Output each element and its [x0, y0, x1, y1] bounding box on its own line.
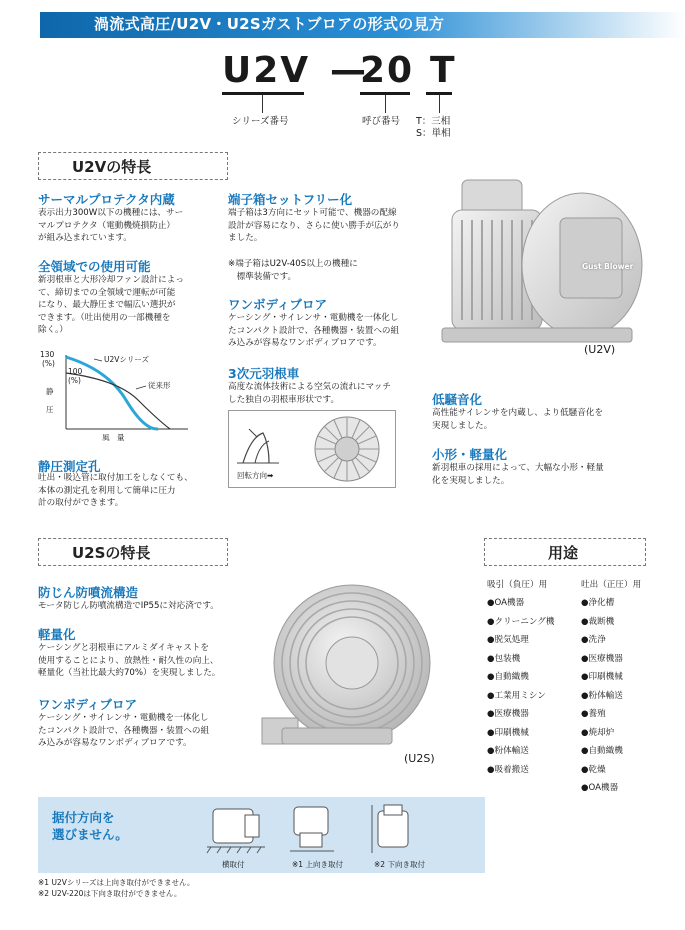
list-item: ●粉体輸送 [581, 690, 623, 701]
u2v-product-image [432, 170, 652, 360]
list-item: ●包装機 [487, 653, 521, 664]
size-leader [385, 95, 386, 113]
feature-body-thermal: 表示出力300W以下の機種には、サー マルプロテクタ（電動機焼損防止） が組み込まれています。 [38, 208, 184, 243]
list-item: ●印刷機械 [487, 727, 529, 738]
feature-body-3d-impeller: 高度な流体技術による空気の流れにマッチ した独自の羽根車形状です。 [228, 382, 391, 405]
feature-title-compact: 小形・軽量化 [432, 447, 508, 462]
legend-leader-old [136, 386, 146, 389]
feature-title-terminal-box: 端子箱セットフリー化 [228, 192, 353, 207]
footnote-1: ※1 U2Vシリーズは上向き取付ができません。 [38, 878, 195, 887]
feature-title-thermal: サーマルプロテクタ内蔵 [38, 192, 175, 207]
feature-body-dustproof: モータ防じん防噴流構造でIP55に対応済です。 [38, 601, 219, 611]
list-item: ●医療機器 [487, 709, 529, 719]
feature-body-test-port: 吐出・吸込管に取付加工をしなくても、 本体の測定孔を利用して簡単に圧力 計の取付ができます。 [38, 473, 193, 508]
mount-label-upward: ※1 上向き取付 [292, 860, 343, 869]
blower-badge: Gust Blower [582, 262, 634, 271]
chart-legend-old: 従来形 [148, 381, 171, 390]
feature-title-test-port: 静圧測定孔 [38, 459, 101, 474]
chart-y-top-unit: (%) [42, 359, 55, 368]
uses-discharge-list [581, 594, 623, 798]
phase-leader [439, 95, 440, 113]
mount-label-horizontal: 横取付 [222, 860, 245, 869]
terminal-box-note: ※端子箱はU2V-40S以上の機種に 標準装備です。 [228, 259, 358, 282]
list-item: ●自動織機 [581, 746, 623, 756]
chart-legend-u2v: U2Vシリーズ [104, 355, 150, 364]
list-item: ●印刷機械 [581, 672, 623, 682]
u2s-photo-label: (U2S) [404, 752, 435, 765]
phase-t-label: T：三相 [416, 116, 451, 127]
list-item: ●脱気処理 [487, 635, 529, 645]
page-title: 渦流式高圧/U2V・U2Sガストブロアの形式の見方 [94, 15, 445, 33]
chart-y-mid: 100 [68, 367, 83, 376]
list-item: ●洗浄 [581, 635, 606, 645]
u2v-photo-label: (U2V) [584, 343, 616, 356]
feature-title-all-range: 全領域での使用可能 [38, 259, 151, 274]
list-item: ●吸着搬送 [487, 764, 529, 775]
chart-y-label-2: 圧 [46, 405, 54, 414]
list-item: ●乾燥 [581, 764, 606, 775]
feature-title-lightweight: 軽量化 [38, 627, 76, 642]
size-label: 呼び番号 [362, 116, 401, 127]
feature-body-all-range: 新羽根車と大形冷却ファン設計によっ て、締切までの全領域で運転が可能 になり、最大静圧まで幅広い選択が できます。（吐出使用の一部機種を 除く。） [38, 275, 184, 335]
feature-title-one-body-u2s: ワンボディブロア [38, 697, 138, 712]
feature-title-low-noise: 低騒音化 [432, 392, 483, 407]
chart-x-label: 風 量 [102, 433, 125, 442]
series-leader [262, 95, 263, 113]
rotation-label: 回転方向➡ [237, 471, 274, 480]
uses-suction-list [487, 594, 554, 779]
model-phase-code: T [430, 50, 457, 91]
legend-leader-u2v [94, 359, 102, 361]
uses-suction-heading: 吸引（負圧）用 [487, 580, 548, 590]
list-item: ●自動織機 [487, 672, 529, 682]
model-size-code: 20 [360, 50, 415, 91]
list-item: ●OA機器 [581, 783, 619, 793]
feature-title-dustproof: 防じん防噴流構造 [38, 585, 139, 600]
u2s-section-title: U2Sの特長 [72, 544, 151, 562]
list-item: ●医療機器 [581, 653, 623, 664]
model-dash: — [330, 50, 368, 91]
list-item: ●クリーニング機 [487, 616, 555, 627]
impeller-illustration [228, 410, 396, 488]
feature-body-low-noise: 高性能サイレンサを内蔵し、より低騒音化を 実現しました。 [432, 408, 604, 431]
phase-s-label: S：単相 [416, 128, 451, 139]
arrow-right-icon: ➡ [267, 471, 274, 480]
chart-y-mid-unit: (%) [68, 376, 81, 385]
feature-title-3d-impeller: 3次元羽根車 [228, 366, 300, 381]
mount-upward-icon [286, 803, 338, 859]
uses-discharge-heading: 吐出（正圧）用 [581, 580, 642, 590]
feature-title-one-body: ワンボディブロア [228, 297, 328, 312]
uses-section-title: 用途 [548, 544, 579, 562]
feature-body-one-body-u2s: ケーシング・サイレンサ・電動機を一体化し たコンパクト設計で、各種機器・装置への組 み込みが容易なワンボディブロアです。 [38, 713, 210, 748]
chart-y-label-1: 静 [46, 387, 54, 396]
mounting-title: 据付方向を 選びません。 [52, 810, 128, 842]
performance-chart [38, 345, 198, 445]
list-item: ●裁断機 [581, 616, 615, 627]
chart-y-top: 130 [40, 350, 55, 359]
series-label: シリーズ番号 [232, 116, 289, 127]
mount-downward-icon [366, 803, 418, 859]
list-item: ●浄化槽 [581, 598, 615, 608]
feature-body-compact: 新羽根車の採用によって、大幅な小形・軽量 化を実現しました。 [432, 463, 604, 486]
feature-body-terminal-box: 端子箱は3方向にセット可能で、機器の配線 設計が容易になり、さらに使い勝手が広がり ました。 [228, 208, 400, 243]
feature-body-one-body: ケーシング・サイレンサ・電動機を一体化し たコンパクト設計で、各種機器・装置への組 み込みが容易なワンボディブロアです。 [228, 313, 400, 348]
list-item: ●養殖 [581, 709, 606, 719]
mount-label-downward: ※2 下向き取付 [374, 860, 425, 869]
feature-body-lightweight: ケーシングと羽根車にアルミダイキャストを 使用することにより、放熱性・耐久性の向上、 軽量化（当社比最大約70%）を実現しました。 [38, 643, 221, 678]
list-item: ●焼却炉 [581, 727, 615, 738]
model-series-code: U2V [222, 50, 311, 91]
series-underline [222, 92, 304, 95]
mount-horizontal-icon [203, 803, 273, 859]
list-item: ●工業用ミシン [487, 690, 546, 701]
u2s-product-image [252, 578, 442, 758]
list-item: ●OA機器 [487, 598, 525, 608]
u2v-section-title: U2Vの特長 [72, 158, 152, 176]
list-item: ●粉体輸送 [487, 746, 529, 756]
footnote-2: ※2 U2V-220は下向き取付ができません。 [38, 889, 182, 898]
